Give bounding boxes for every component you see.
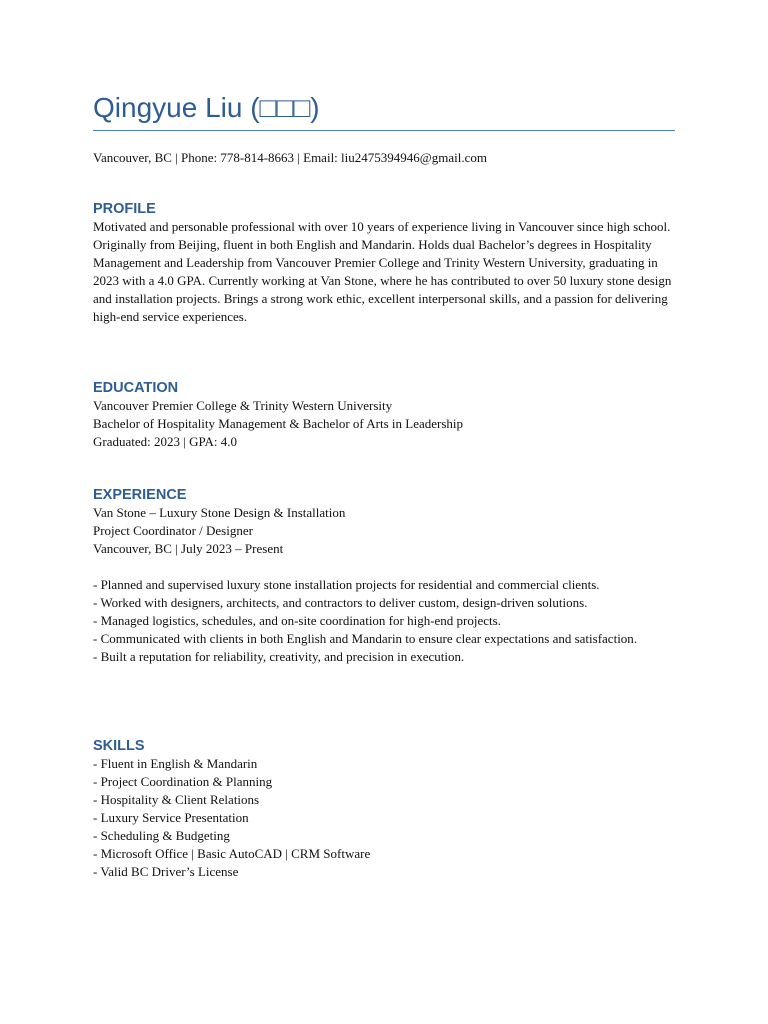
experience-section [93,486,675,666]
skills-heading: SKILLS [93,738,145,754]
skills-section [93,737,675,881]
experience-title: Project Coordinator / Designer [93,523,253,538]
experience-location-dates: Vancouver, BC | July 2023 – Present [93,541,284,556]
experience-bullet: - Planned and supervised luxury stone installation projects for residential and commercial clients. [93,577,600,592]
skill-item: - Hospitality & Client Relations [93,792,260,807]
experience-bullet: - Communicated with clients in both English and Mandarin to ensure clear expectations and satisfaction. [93,631,638,646]
resume-document [93,88,675,879]
skill-item: - Valid BC Driver’s License [93,864,239,879]
experience-bullet: - Managed logistics, schedules, and on-site coordination for high-end projects. [93,613,501,628]
experience-bullet: - Worked with designers, architects, and contractors to deliver custom, design-driven solutions. [93,595,588,610]
education-institution: Vancouver Premier College & Trinity Western University [93,398,393,413]
education-graduation: Graduated: 2023 | GPA: 4.0 [93,434,238,449]
profile-heading: PROFILE [93,201,156,217]
candidate-name: Qingyue Liu (□□□) [93,92,320,123]
education-degree: Bachelor of Hospitality Management & Bachelor of Arts in Leadership [93,416,464,431]
experience-company: Van Stone – Luxury Stone Design & Installation [93,505,346,520]
education-heading: EDUCATION [93,380,179,396]
experience-spacer [93,558,675,576]
header-divider [93,130,675,131]
skill-item: - Fluent in English & Mandarin [93,756,258,771]
skill-item: - Project Coordination & Planning [93,774,273,789]
education-section [93,379,675,451]
experience-bullet: - Built a reputation for reliability, creativity, and precision in execution. [93,649,465,664]
skill-item: - Scheduling & Budgeting [93,828,230,843]
contact-info: Vancouver, BC | Phone: 778-814-8663 | Email: liu2475394946@gmail.com [93,150,487,165]
profile-section [93,200,675,327]
skill-item: - Luxury Service Presentation [93,810,249,825]
experience-heading: EXPERIENCE [93,487,187,503]
skill-item: - Microsoft Office | Basic AutoCAD | CRM Software [93,846,371,861]
profile-text: Motivated and personable professional with over 10 years of experience living in Vancouver since high school. Originally from Beijing, fluent in both English and Mandarin. Holds dual Bachelor’s degrees in Hospitality Management and Leadership from Vancouver Premier College and Trinity Western University, graduating in 2023 with a 4.0 GPA. Currently working at Van Stone, where he has contributed to over 50 luxury stone design and installation projects. Brings a strong work ethic, excellent interpersonal skills, and a passion for delivering high-end service experiences. [93,219,672,325]
